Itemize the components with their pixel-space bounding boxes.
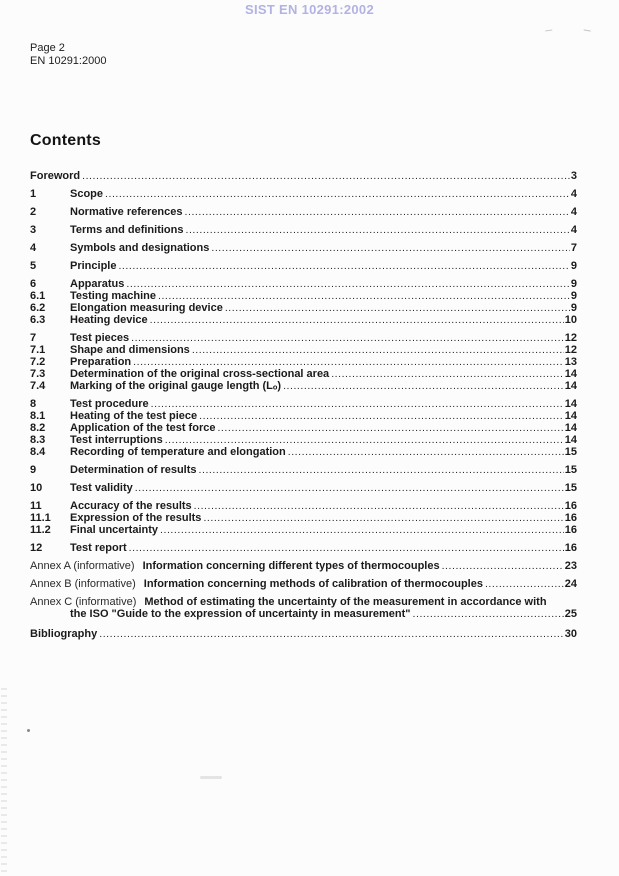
toc-entry-title: Application of the test force bbox=[70, 422, 216, 434]
toc-entry-page: 15 bbox=[564, 446, 577, 458]
toc-entry-title: Determination of the original cross-sectional area bbox=[70, 368, 330, 380]
toc-entry-title: Scope bbox=[70, 188, 104, 200]
toc-entry-line bbox=[30, 380, 577, 392]
toc-entry-number: 8.2 bbox=[30, 422, 46, 434]
toc-entry-page: 14 bbox=[564, 368, 577, 380]
toc-entry-annex-prefix: Annex B (informative) bbox=[30, 578, 136, 590]
toc-entry-page: 16 bbox=[564, 542, 577, 554]
toc-entry-title: Symbols and designations bbox=[70, 242, 210, 254]
toc-entry-line bbox=[30, 560, 577, 572]
scan-artifact-dot bbox=[27, 729, 30, 732]
toc-entry-page: 13 bbox=[564, 356, 577, 368]
toc-entry-line bbox=[30, 628, 577, 640]
scan-artifact-speck bbox=[584, 25, 592, 31]
dot-leader bbox=[99, 628, 564, 640]
toc-entry-page: 16 bbox=[564, 512, 577, 524]
toc-entry bbox=[30, 596, 577, 620]
toc-entry-title: Terms and definitions bbox=[70, 224, 184, 236]
toc-entry-page: 9 bbox=[570, 302, 577, 314]
toc-entry-number: 11 bbox=[30, 500, 42, 512]
toc-entry-title: Principle bbox=[70, 260, 117, 272]
toc-entry-number: 11.1 bbox=[30, 512, 51, 524]
dot-leader bbox=[185, 224, 569, 236]
toc-entry-number: 7.2 bbox=[30, 356, 46, 368]
toc-entry-page: 24 bbox=[564, 578, 577, 590]
scan-artifact-smudge bbox=[200, 776, 222, 779]
dot-leader bbox=[192, 344, 564, 356]
toc-entry bbox=[30, 578, 577, 590]
toc-entry-title: Accuracy of the results bbox=[70, 500, 192, 512]
document-number: EN 10291:2000 bbox=[30, 55, 107, 67]
toc-entry-line bbox=[30, 398, 577, 410]
toc-entry-title: Heating device bbox=[70, 314, 148, 326]
toc-entry bbox=[30, 344, 577, 356]
toc-entry-number: 11.2 bbox=[30, 524, 51, 536]
sist-watermark: SIST EN 10291:2002 bbox=[245, 2, 374, 17]
toc-entry-page: 23 bbox=[564, 560, 577, 572]
toc-entry-number: 4 bbox=[30, 242, 37, 254]
toc-entry-page: 16 bbox=[564, 524, 577, 536]
toc-entry-line bbox=[30, 314, 577, 326]
dot-leader bbox=[131, 332, 564, 344]
toc-entry-page: 16 bbox=[564, 500, 577, 512]
toc-entry-page: 14 bbox=[564, 422, 577, 434]
toc-entry-title: Test procedure bbox=[70, 398, 149, 410]
toc-entry bbox=[30, 524, 577, 536]
dot-leader bbox=[331, 368, 564, 380]
toc-entry bbox=[30, 260, 577, 272]
toc-entry-page: 15 bbox=[564, 482, 577, 494]
dot-leader bbox=[133, 356, 564, 368]
dot-leader bbox=[413, 608, 564, 620]
toc-entry-annex-prefix: Annex C (informative) bbox=[30, 596, 137, 608]
toc-entry-title: Marking of the original gauge length (Lₒ) bbox=[70, 380, 282, 392]
toc-entry bbox=[30, 628, 577, 640]
dot-leader bbox=[135, 482, 564, 494]
dot-leader bbox=[199, 464, 564, 476]
toc-entry-page: 12 bbox=[564, 344, 577, 356]
toc-entry-title: Foreword bbox=[30, 170, 81, 182]
toc-entry-number: 6.2 bbox=[30, 302, 46, 314]
toc-entry-line bbox=[30, 206, 577, 218]
toc-entry-title: Method of estimating the uncertainty of the measurement in accordance with bbox=[144, 596, 547, 608]
toc-entry-number: 5 bbox=[30, 260, 37, 272]
toc-entry-title: Information concerning methods of calibration of thermocouples bbox=[143, 578, 483, 590]
dot-leader bbox=[288, 446, 564, 458]
toc-entry-number: 8.3 bbox=[30, 434, 46, 446]
toc-entry-line bbox=[30, 332, 577, 344]
toc-entry bbox=[30, 422, 577, 434]
toc-entry-number: 6.3 bbox=[30, 314, 46, 326]
scan-artifact-speck bbox=[545, 27, 552, 32]
toc-entry-line bbox=[30, 356, 577, 368]
toc-entry-line bbox=[30, 368, 577, 380]
toc-entry bbox=[30, 242, 577, 254]
toc-entry bbox=[30, 332, 577, 344]
dot-leader bbox=[211, 242, 570, 254]
toc-entry bbox=[30, 482, 577, 494]
toc-entry-line bbox=[30, 524, 577, 536]
toc-entry-title: Elongation measuring device bbox=[70, 302, 223, 314]
toc-entry-title-continued: the ISO "Guide to the expression of uncertainty in measurement" bbox=[70, 608, 411, 620]
dot-leader bbox=[105, 188, 570, 200]
toc-entry-page: 9 bbox=[570, 290, 577, 302]
toc-entry-number: 8 bbox=[30, 398, 37, 410]
toc-entry-line bbox=[30, 500, 577, 512]
dot-leader bbox=[203, 512, 563, 524]
toc-entry-line bbox=[30, 464, 577, 476]
toc-entry-line bbox=[30, 290, 577, 302]
toc-entry bbox=[30, 398, 577, 410]
toc-entry bbox=[30, 170, 577, 182]
toc-entry bbox=[30, 302, 577, 314]
toc-entry-line bbox=[30, 446, 577, 458]
toc-entry-number: 10 bbox=[30, 482, 43, 494]
toc-entry-title: Test interruptions bbox=[70, 434, 163, 446]
toc-entry-line bbox=[30, 224, 577, 236]
toc-entry bbox=[30, 368, 577, 380]
toc-entry-line bbox=[30, 422, 577, 434]
toc-entry bbox=[30, 500, 577, 512]
toc-entry-number: 9 bbox=[30, 464, 37, 476]
toc-entry bbox=[30, 446, 577, 458]
toc-entry-page: 14 bbox=[564, 398, 577, 410]
toc-entry-title: Testing machine bbox=[70, 290, 156, 302]
toc-entry-line bbox=[30, 434, 577, 446]
dot-leader bbox=[118, 260, 569, 272]
dot-leader bbox=[485, 578, 564, 590]
toc-entry-title: Information concerning different types of thermocouples bbox=[142, 560, 440, 572]
toc-entry bbox=[30, 410, 577, 422]
toc-entry bbox=[30, 512, 577, 524]
toc-entry-page: 14 bbox=[564, 410, 577, 422]
toc-entry-title: Bibliography bbox=[30, 628, 98, 640]
dot-leader bbox=[158, 290, 570, 302]
page-number-label: Page 2 bbox=[30, 42, 65, 54]
toc-entry-line bbox=[30, 596, 577, 608]
dot-leader bbox=[442, 560, 564, 572]
toc-entry-title: Test validity bbox=[70, 482, 133, 494]
toc-entry-line bbox=[30, 278, 577, 290]
toc-entry-line bbox=[30, 578, 577, 590]
toc-entry-title: Preparation bbox=[70, 356, 132, 368]
toc-entry-title: Recording of temperature and elongation bbox=[70, 446, 286, 458]
toc-entry-page: 9 bbox=[570, 260, 577, 272]
toc-entry-line bbox=[30, 482, 577, 494]
dot-leader bbox=[199, 410, 564, 422]
toc-entry-line bbox=[30, 410, 577, 422]
dot-leader bbox=[151, 398, 564, 410]
toc-entry-number: 7.3 bbox=[30, 368, 46, 380]
toc-entry bbox=[30, 434, 577, 446]
toc-entry-page: 30 bbox=[564, 628, 577, 640]
toc-entry-page: 25 bbox=[564, 608, 577, 620]
toc-entry-line bbox=[30, 188, 577, 200]
toc-entry bbox=[30, 278, 577, 290]
toc-entry bbox=[30, 224, 577, 236]
toc-entry-page: 12 bbox=[564, 332, 577, 344]
toc-entry-title: Heating of the test piece bbox=[70, 410, 198, 422]
toc-entry bbox=[30, 356, 577, 368]
toc-entry-page: 7 bbox=[570, 242, 577, 254]
toc-entry-title: Test report bbox=[70, 542, 127, 554]
toc-entry-number: 3 bbox=[30, 224, 37, 236]
toc-entry-page: 14 bbox=[564, 434, 577, 446]
toc-entry-number: 8.4 bbox=[30, 446, 46, 458]
toc-entry-number: 7.4 bbox=[30, 380, 46, 392]
toc-entry bbox=[30, 290, 577, 302]
toc-entry-title: Apparatus bbox=[70, 278, 125, 290]
toc-entry-page: 4 bbox=[570, 224, 577, 236]
toc-entry-line bbox=[30, 542, 577, 554]
dot-leader bbox=[217, 422, 563, 434]
toc-entry-page: 3 bbox=[570, 170, 577, 182]
toc-entry-page: 14 bbox=[564, 380, 577, 392]
toc-entry-title: Normative references bbox=[70, 206, 183, 218]
toc-entry-title: Expression of the results bbox=[70, 512, 202, 524]
toc-entry-number: 2 bbox=[30, 206, 37, 218]
toc-entry-title: Final uncertainty bbox=[70, 524, 159, 536]
toc-entry-line bbox=[30, 344, 577, 356]
dot-leader bbox=[82, 170, 570, 182]
toc-entry-annex-prefix: Annex A (informative) bbox=[30, 560, 135, 572]
toc-entry-line bbox=[30, 512, 577, 524]
document-header bbox=[30, 42, 106, 68]
toc-entry-number: 7.1 bbox=[30, 344, 46, 356]
toc-entry-line-continued bbox=[30, 608, 577, 620]
toc-entry bbox=[30, 560, 577, 572]
toc-list bbox=[30, 170, 577, 640]
toc-entry-line bbox=[30, 302, 577, 314]
toc-entry-page: 4 bbox=[570, 206, 577, 218]
dot-leader bbox=[225, 302, 570, 314]
toc-entry-number: 1 bbox=[30, 188, 37, 200]
toc-entry-page: 15 bbox=[564, 464, 577, 476]
toc-entry-number: 6 bbox=[30, 278, 37, 290]
toc-entry-number: 8.1 bbox=[30, 410, 46, 422]
dot-leader bbox=[194, 500, 564, 512]
toc-entry bbox=[30, 188, 577, 200]
toc-entry-line bbox=[30, 170, 577, 182]
dot-leader bbox=[283, 380, 564, 392]
toc-entry-title: Shape and dimensions bbox=[70, 344, 190, 356]
dot-leader bbox=[185, 206, 570, 218]
scan-artifact-edge-streak bbox=[1, 688, 7, 876]
toc-entry-line bbox=[30, 260, 577, 272]
toc-entry-number: 7 bbox=[30, 332, 37, 344]
toc-entry-number: 6.1 bbox=[30, 290, 46, 302]
contents-heading: Contents bbox=[30, 132, 101, 149]
toc-entry-number: 12 bbox=[30, 542, 43, 554]
toc-entry bbox=[30, 206, 577, 218]
toc-entry-title: Test pieces bbox=[70, 332, 130, 344]
dot-leader bbox=[160, 524, 564, 536]
toc-entry-title: Determination of results bbox=[70, 464, 197, 476]
toc-entry bbox=[30, 380, 577, 392]
toc-entry-page: 9 bbox=[570, 278, 577, 290]
toc-entry bbox=[30, 314, 577, 326]
dot-leader bbox=[150, 314, 564, 326]
toc-entry-page: 10 bbox=[564, 314, 577, 326]
toc-entry-page: 4 bbox=[570, 188, 577, 200]
dot-leader bbox=[126, 278, 569, 290]
dot-leader bbox=[165, 434, 564, 446]
toc-entry bbox=[30, 542, 577, 554]
toc-entry bbox=[30, 464, 577, 476]
toc-entry-line bbox=[30, 242, 577, 254]
dot-leader bbox=[129, 542, 564, 554]
